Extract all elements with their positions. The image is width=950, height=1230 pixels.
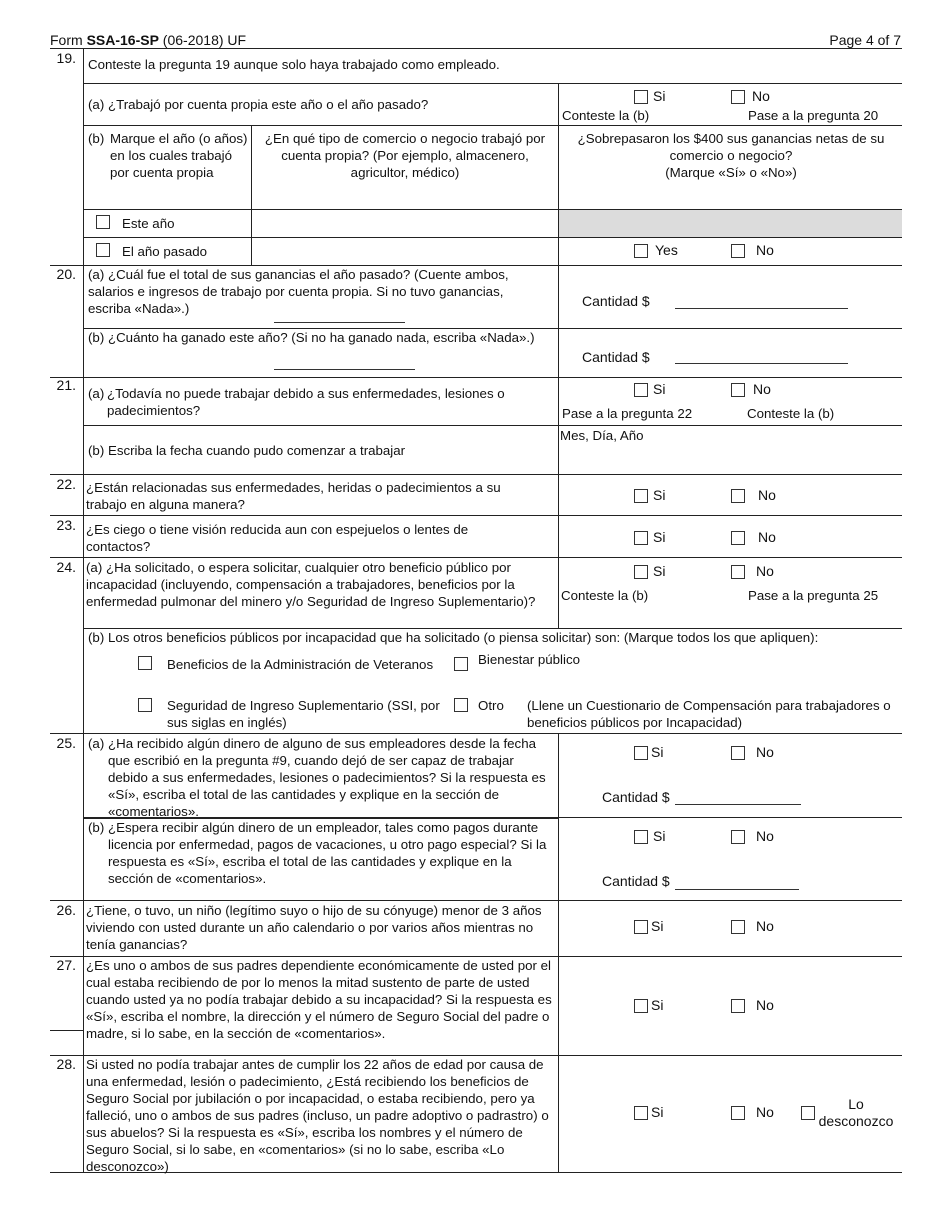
q20a-amount-label: Cantidad $ <box>582 293 650 309</box>
q25a-yes-checkbox[interactable] <box>634 746 648 760</box>
q24b-question: (b) Los otros beneficios públicos por incapacidad que ha solicitado (o piensa solicitar) son: (Marque todos los que apliquen): <box>88 630 819 645</box>
q21b-date-label: Mes, Día, Año <box>560 428 644 443</box>
q24b-other-note: (Llene un Cuestionario de Compensación para trabajadores o beneficios públicos por Incapacidad) <box>527 698 891 730</box>
q24b-welfare-checkbox[interactable] <box>454 657 468 671</box>
q24a-no-note: Pase a la pregunta 25 <box>748 588 879 603</box>
q28-unknown-label: Lo desconozco <box>818 1096 894 1129</box>
q19b-earnings-header: ¿Sobrepasaron los $400 sus ganancias netas de su comercio o negocio? <box>577 131 885 163</box>
q22-yes-label: Si <box>653 487 666 503</box>
q24a-no-label: No <box>756 563 774 579</box>
q24a-question: (a) ¿Ha solicitado, o espera solicitar, cualquier otro beneficio público por incapacidad (incluyendo, compensación a trabajadores, beneficios por la enfermedad pulmonar del minero y/o Seguridad de Ingreso Suplementario)? <box>86 560 536 609</box>
q24-number: 24. <box>56 559 76 575</box>
q24a-yes-label: Si <box>653 563 666 579</box>
q19b-prefix: (b) <box>88 131 105 146</box>
q25b-amount-field[interactable] <box>675 889 799 890</box>
q20a-amount-field[interactable] <box>675 308 848 309</box>
q24b-veterans-checkbox[interactable] <box>138 656 152 670</box>
q21a-no-checkbox[interactable] <box>731 383 745 397</box>
q24b-ssi-label: Seguridad de Ingreso Suplementario (SSI, por sus siglas en inglés) <box>167 698 440 730</box>
q24b-ssi-checkbox[interactable] <box>138 698 152 712</box>
q24a-yes-checkbox[interactable] <box>634 565 648 579</box>
q21a-yes-label: Si <box>653 381 666 397</box>
q27-question: ¿Es uno o ambos de sus padres dependiente económicamente de usted por el cual estaba recibiendo de por lo menos la mitad sustento de parte de usted cuando usted ya no podía trabajar debido a su incapacidad? Si la respuesta es «Sí», escriba el nombre, la dirección y el número de Seguro Social del padre o madre, si lo sabe, en la sección de «comentarios». <box>86 958 552 1041</box>
q24b-other-label: Otro <box>478 698 504 713</box>
q19a-yes-note: Conteste la (b) <box>562 108 650 123</box>
q22-no-label: No <box>758 487 776 503</box>
q23-number: 23. <box>56 517 76 533</box>
q25b-prefix: (b) <box>88 820 105 835</box>
q22-no-checkbox[interactable] <box>731 489 745 503</box>
q25b-yes-checkbox[interactable] <box>634 830 648 844</box>
q19-last-year-no-label: No <box>756 242 774 258</box>
q28-yes-label: Si <box>651 1104 664 1120</box>
q26-yes-checkbox[interactable] <box>634 920 648 934</box>
q25-number: 25. <box>56 735 76 751</box>
q21-number: 21. <box>56 377 76 393</box>
q28-number: 28. <box>56 1056 76 1072</box>
q27-no-label: No <box>756 997 774 1013</box>
q20-number: 20. <box>56 266 76 282</box>
form-id: Form SSA-16-SP (06-2018) UF <box>50 32 247 48</box>
q25b-no-checkbox[interactable] <box>731 830 745 844</box>
q19a-question: (a) ¿Trabajó por cuenta propia este año o el año pasado? <box>88 97 429 112</box>
q19a-no-label: No <box>752 88 770 104</box>
q26-yes-label: Si <box>651 918 664 934</box>
q22-yes-checkbox[interactable] <box>634 489 648 503</box>
q27-number: 27. <box>56 957 76 973</box>
q25a-prefix: (a) <box>88 736 105 751</box>
q28-unknown-checkbox[interactable] <box>801 1106 815 1120</box>
q19-last-year-yes-checkbox[interactable] <box>634 244 648 258</box>
q28-no-label: No <box>756 1104 774 1120</box>
q25b-question: ¿Espera recibir algún dinero de un empleador, tales como pagos durante licencia por enfermedad, pagos de vacaciones, u otro pago especial? Si la respuesta es «Sí», escriba el total de las cantidades y explique en la sección de «comentarios». <box>108 820 547 886</box>
q26-question: ¿Tiene, o tuvo, un niño (legítimo suyo o hijo de su cónyuge) menor de 3 años viviendo con usted durante un año calendario o por varios años mientras no tenía ganancias? <box>86 903 542 952</box>
q25a-amount-label: Cantidad $ <box>602 789 670 805</box>
q26-number: 26. <box>56 902 76 918</box>
q25a-no-label: No <box>756 744 774 760</box>
q21a-prefix: (a) <box>88 386 105 401</box>
q19a-yes-label: Si <box>653 88 666 104</box>
q19-last-year-yes-label: Yes <box>655 242 678 258</box>
q19-last-year-checkbox[interactable] <box>96 243 110 257</box>
q21a-yes-checkbox[interactable] <box>634 383 648 397</box>
q21a-yes-note: Pase a la pregunta 22 <box>562 406 693 421</box>
q25b-yes-label: Si <box>653 828 666 844</box>
q21b-question: (b) Escriba la fecha cuando pudo comenzar a trabajar <box>88 443 406 458</box>
q19-number: 19. <box>56 50 76 66</box>
q25b-no-label: No <box>756 828 774 844</box>
q20b-amount-label: Cantidad $ <box>582 349 650 365</box>
q23-no-label: No <box>758 529 776 545</box>
q21a-question: ¿Todavía no puede trabajar debido a sus enfermedades, lesiones o padecimientos? <box>107 386 505 418</box>
q24a-no-checkbox[interactable] <box>731 565 745 579</box>
q20b-question: (b) ¿Cuánto ha ganado este año? (Si no ha ganado nada, escriba «Nada».) <box>88 330 535 345</box>
q24b-veterans-label: Beneficios de la Administración de Veteranos <box>167 657 434 672</box>
q21a-no-note: Conteste la (b) <box>747 406 835 421</box>
q19a-yes-checkbox[interactable] <box>634 90 648 104</box>
q27-yes-label: Si <box>651 997 664 1013</box>
q28-yes-checkbox[interactable] <box>634 1106 648 1120</box>
q25a-no-checkbox[interactable] <box>731 746 745 760</box>
q19a-no-checkbox[interactable] <box>731 90 745 104</box>
q26-no-label: No <box>756 918 774 934</box>
q23-yes-checkbox[interactable] <box>634 531 648 545</box>
q25a-amount-field[interactable] <box>675 804 801 805</box>
q19a-no-note: Pase a la pregunta 20 <box>748 108 879 123</box>
q28-no-checkbox[interactable] <box>731 1106 745 1120</box>
q19-last-year-no-checkbox[interactable] <box>731 244 745 258</box>
q20b-amount-field[interactable] <box>675 363 848 364</box>
q19-this-year-label: Este año <box>122 216 175 231</box>
q25a-question: ¿Ha recibido algún dinero de alguno de sus empleadores desde la fecha que escribió en la pregunta #9, cuando dejó de ser capaz de trabajar debido a sus enfermedades, lesiones o padecimientos? Si la respuesta es «Sí», escriba el total de las cantidades y explique en la sección de «comentarios». <box>108 736 546 819</box>
q19-this-year-checkbox[interactable] <box>96 215 110 229</box>
q24b-other-checkbox[interactable] <box>454 698 468 712</box>
q27-yes-checkbox[interactable] <box>634 999 648 1013</box>
q25a-yes-label: Si <box>651 744 664 760</box>
q23-yes-label: Si <box>653 529 666 545</box>
q23-question: ¿Es ciego o tiene visión reducida aun con espejuelos o lentes de contactos? <box>86 522 469 554</box>
q19b-instruction: Marque el año (o años) en los cuales trabajó por cuenta propia <box>110 131 248 180</box>
q26-no-checkbox[interactable] <box>731 920 745 934</box>
q27-no-checkbox[interactable] <box>731 999 745 1013</box>
q19-last-year-label: El año pasado <box>122 244 208 259</box>
q20a-question: (a) ¿Cuál fue el total de sus ganancias el año pasado? (Cuente ambos, salarios e ingresos de trabajo por cuenta propia. Si no tuvo ganancias, escriba «Nada».) <box>88 267 509 316</box>
q22-number: 22. <box>56 476 76 492</box>
q19b-earnings-instruction: (Marque «Sí» o «No») <box>665 165 797 180</box>
q24a-yes-note: Conteste la (b) <box>561 588 649 603</box>
q24b-welfare-label: Bienestar público <box>478 652 581 667</box>
page-number: Page 4 of 7 <box>829 32 901 48</box>
q22-question: ¿Están relacionadas sus enfermedades, heridas o padecimientos a su trabajo en alguna manera? <box>86 480 501 512</box>
q19-intro: Conteste la pregunta 19 aunque solo haya trabajado como empleado. <box>88 57 500 72</box>
q23-no-checkbox[interactable] <box>731 531 745 545</box>
q19b-business-type-header: ¿En qué tipo de comercio o negocio trabajó por cuenta propia? (Por ejemplo, almacenero, agricultor, médico) <box>264 131 546 180</box>
q21a-no-label: No <box>753 381 771 397</box>
q25b-amount-label: Cantidad $ <box>602 873 670 889</box>
q28-question: Si usted no podía trabajar antes de cumplir los 22 años de edad por causa de una enfermedad, lesión o padecimiento, ¿Está recibiendo los beneficios de Seguro Social por jubilación o por incapacidad, o estaba recibiendo, pero ya falleció, uno o ambos de sus padres (incluso, un padre adoptivo o padrastro) o sus abuelos? Si la respuesta es «Sí», escriba los nombres y el número de Seguro Social, si lo sabe, en «comentarios» (si no lo sabe, escriba «Lo desconozco») <box>86 1057 549 1174</box>
